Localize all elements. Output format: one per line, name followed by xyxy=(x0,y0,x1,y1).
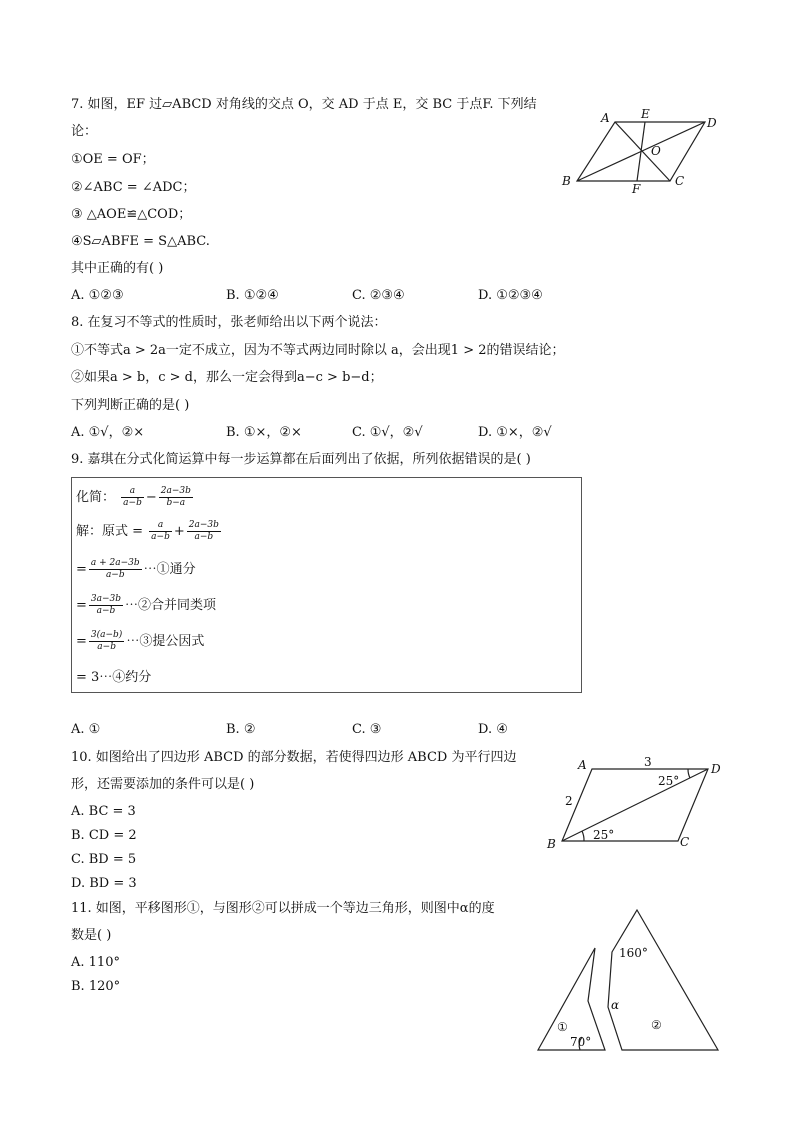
q7-statement-2: ②∠ABC = ∠ADC； xyxy=(71,180,196,195)
q7-question: 其中正确的有( ) xyxy=(71,261,164,276)
shape-1-label: ① xyxy=(557,1020,568,1034)
q11-option-a[interactable]: A. 110° xyxy=(71,955,120,970)
label-f: F xyxy=(632,182,641,196)
q11-option-b[interactable]: B. 120° xyxy=(71,979,121,994)
label-b: B xyxy=(547,837,556,851)
q10-option-d[interactable]: D. BD = 3 xyxy=(71,876,137,891)
q7-option-b[interactable]: B. ①②④ xyxy=(226,288,279,303)
fraction: $\frac{3a-3b}{a-b}$ xyxy=(90,594,122,616)
shape-2 xyxy=(608,910,718,1050)
q7-option-c[interactable]: C. ②③④ xyxy=(352,288,405,303)
side-ad-length: 3 xyxy=(644,755,652,769)
q9-simplify-row xyxy=(76,486,195,509)
q10-option-b[interactable]: B. CD = 2 xyxy=(71,828,137,843)
label-c: C xyxy=(680,835,690,849)
fraction: $\frac{a + 2a-3b}{a-b}$ xyxy=(90,558,140,580)
angle-b-value: 25° xyxy=(593,828,615,842)
fraction: $\frac{3(a-b)}{a-b}$ xyxy=(90,630,123,652)
q9-solution-box xyxy=(71,477,582,693)
q7-stem-line2: 论： xyxy=(71,124,98,139)
q8-statement-1: ①不等式a > 2a一定不成立，因为不等式两边同时除以 a，会出现1 > 2的错误结论； xyxy=(71,343,565,358)
q9-step-2: = $\frac{3a-3b}{a-b}$ ⋯②合并同类项 xyxy=(76,594,217,616)
angle-d-arc xyxy=(688,769,690,778)
label-b: B xyxy=(562,174,571,188)
step-3-note: ⋯③提公因式 xyxy=(126,634,205,649)
q7-statement-4: ④S▱ABFE = S△ABC. xyxy=(71,234,210,249)
q11-triangle-figure xyxy=(530,905,730,1055)
q9-step-3: = $\frac{3(a-b)}{a-b}$ ⋯③提公因式 xyxy=(76,630,205,652)
side-ab-length: 2 xyxy=(565,794,573,808)
q10-stem-line2: 形，还需要添加的条件可以是( ) xyxy=(71,777,255,792)
q7-statement-1: ①OE = OF； xyxy=(71,152,155,167)
step-1-note: ⋯①通分 xyxy=(143,562,196,577)
q10-option-a[interactable]: A. BC = 3 xyxy=(71,804,136,819)
simplify-label: 化简： xyxy=(76,490,116,505)
q7-parallelogram-figure xyxy=(555,100,735,200)
fraction: $\frac{a}{a-b}$ xyxy=(151,520,170,542)
fraction: $\frac{a}{a-b}$ xyxy=(123,486,142,508)
shape-2-label: ② xyxy=(651,1018,662,1032)
q9-step-1: = $\frac{a + 2a-3b}{a-b}$ ⋯①通分 xyxy=(76,558,196,580)
label-o: O xyxy=(651,144,661,158)
fraction: $\frac{2a-3b}{b-a}$ xyxy=(160,486,191,508)
q9-option-d[interactable]: D. ④ xyxy=(478,722,508,737)
label-a: A xyxy=(601,111,610,125)
solution-label: 解：原式 = xyxy=(76,524,144,539)
q8-option-c[interactable]: C. ①√，②√ xyxy=(352,425,423,440)
q8-option-a[interactable]: A. ①√，②× xyxy=(71,425,145,440)
label-e: E xyxy=(641,107,650,121)
q9-option-a[interactable]: A. ① xyxy=(71,722,101,737)
q7-stem-line1: 7. 如图，EF 过▱ABCD 对角线的交点 O，交 AD 于点 E，交 BC 于点F. 下列结 xyxy=(71,97,537,112)
q11-stem-line1: 11. 如图，平移图形①，与图形②可以拼成一个等边三角形，则图中α的度 xyxy=(71,901,495,916)
minus-sign: − xyxy=(145,490,157,505)
label-a: A xyxy=(578,758,587,772)
angle-b-arc xyxy=(582,831,584,841)
q7-statement-3: ③ △AOE≌△COD； xyxy=(71,207,192,222)
angle-d-value: 25° xyxy=(658,774,680,788)
angle-160-value: 160° xyxy=(619,946,648,960)
alpha-label: α xyxy=(611,998,620,1012)
q8-question: 下列判断正确的是( ) xyxy=(71,398,190,413)
q7-option-d[interactable]: D. ①②③④ xyxy=(478,288,543,303)
label-d: D xyxy=(707,116,717,130)
q9-solution-row xyxy=(76,520,223,543)
angle-70-value: 70° xyxy=(570,1035,592,1049)
diagonal-ac xyxy=(615,122,670,181)
fraction: $\frac{2a-3b}{a-b}$ xyxy=(188,520,219,542)
q7-option-a[interactable]: A. ①②③ xyxy=(71,288,124,303)
q8-statement-2: ②如果a > b，c > d，那么一定会得到a−c > b−d； xyxy=(71,370,383,385)
q9-stem: 9. 嘉琪在分式化简运算中每一步运算都在后面列出了依据，所列依据错误的是( ) xyxy=(71,452,531,467)
q8-option-d[interactable]: D. ①×，②√ xyxy=(478,425,552,440)
q8-option-b[interactable]: B. ①×，②× xyxy=(226,425,302,440)
q9-step-4: = 3⋯④约分 xyxy=(76,670,152,685)
diagonal-bd xyxy=(562,769,708,841)
q8-stem: 8. 在复习不等式的性质时，张老师给出以下两个说法： xyxy=(71,315,387,330)
label-c: C xyxy=(675,174,685,188)
q10-quadrilateral-figure xyxy=(540,752,740,857)
label-d: D xyxy=(711,762,721,776)
q10-stem-line1: 10. 如图给出了四边形 ABCD 的部分数据，若使得四边形 ABCD 为平行四边 xyxy=(71,750,517,765)
q11-stem-line2: 数是( ) xyxy=(71,928,112,943)
plus-sign: + xyxy=(173,524,185,539)
q9-option-c[interactable]: C. ③ xyxy=(352,722,382,737)
step-2-note: ⋯②合并同类项 xyxy=(125,598,217,613)
q9-option-b[interactable]: B. ② xyxy=(226,722,256,737)
q10-option-c[interactable]: C. BD = 5 xyxy=(71,852,137,867)
segment-ef xyxy=(637,122,645,181)
